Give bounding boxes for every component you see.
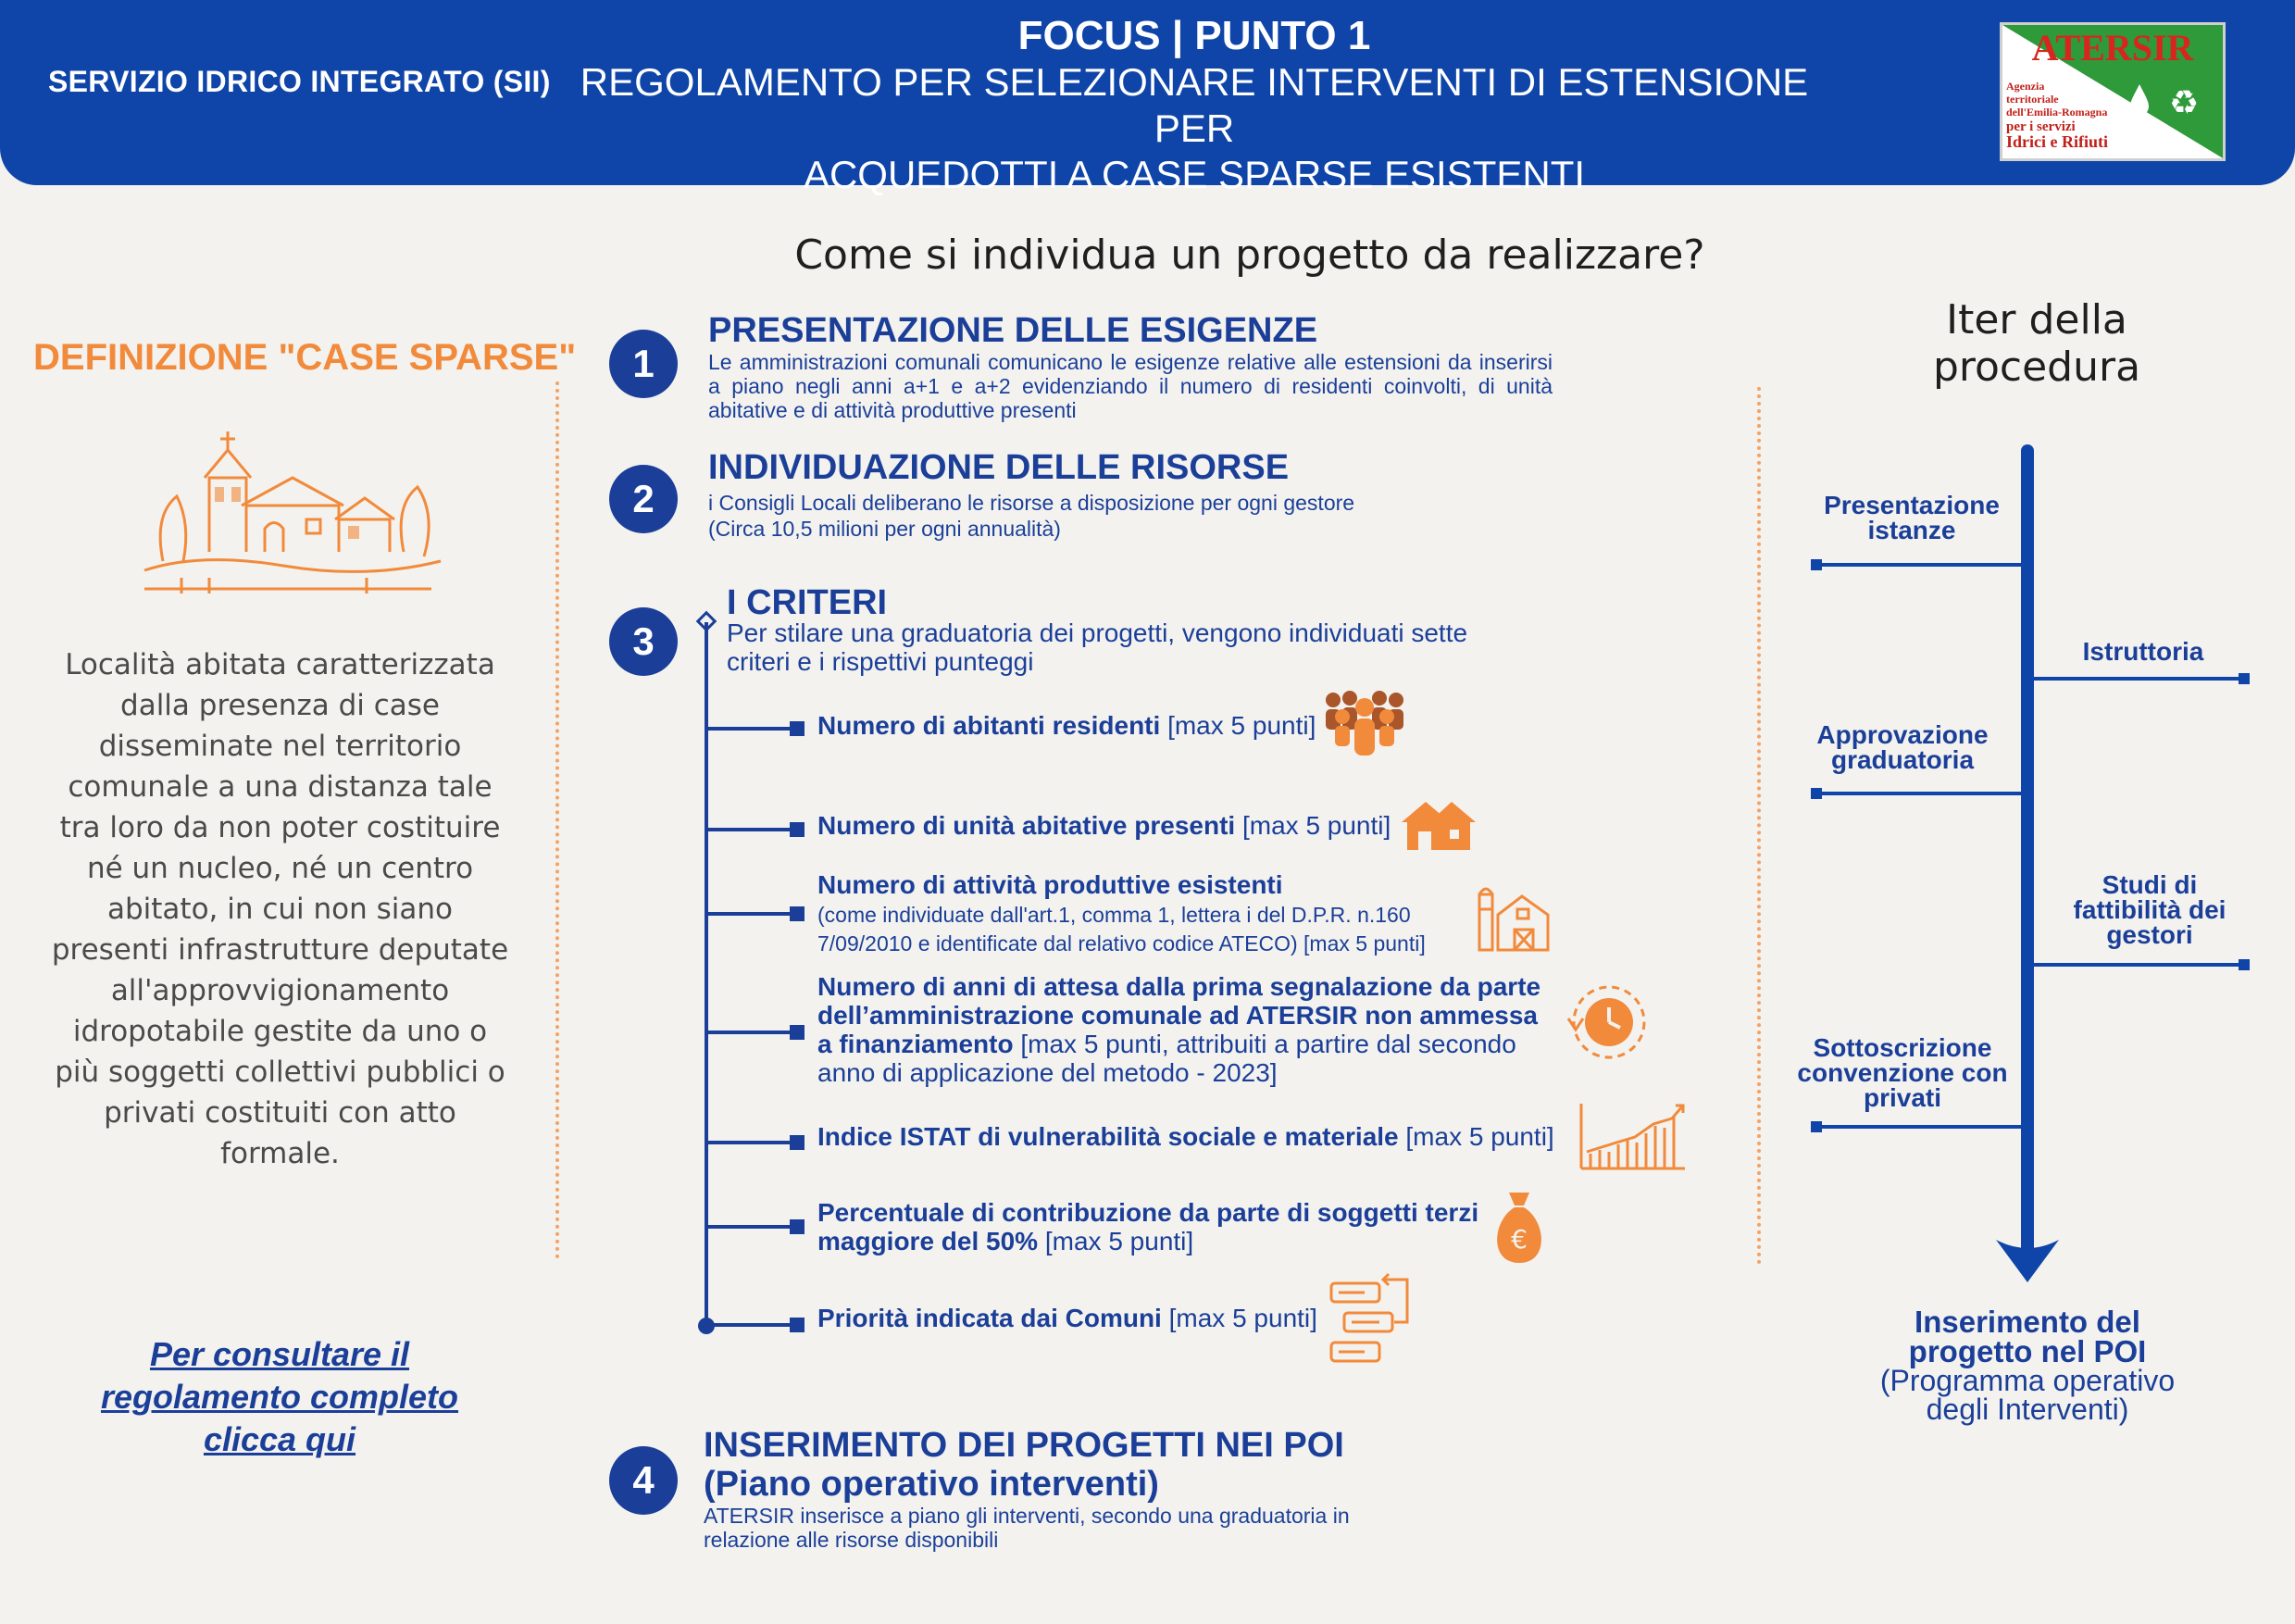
timeline-step-3: Approvazione graduatoria [1816, 720, 1989, 774]
step-2-badge: 2 [609, 465, 678, 533]
step-3-body: Per stilare una graduatoria dei progetti, vengono individuati sette criteri e i rispettivi punteggi [727, 618, 1468, 676]
criterion-2-bullet [790, 822, 804, 837]
service-label: SERVIZIO IDRICO INTEGRATO (SII) [48, 65, 551, 98]
criterion-5-bullet [790, 1135, 804, 1150]
timeline-branch-3-end [1811, 788, 1822, 799]
svg-text:€: € [1511, 1224, 1528, 1255]
main-question: Come si individua un progetto da realizzare? [794, 231, 1705, 279]
criterion-4 [817, 972, 1558, 1087]
step-1-badge: 1 [609, 330, 678, 398]
timeline-arrow-icon [1992, 1236, 2063, 1292]
timeline-branch-3 [1816, 792, 2026, 795]
people-icon [1322, 689, 1407, 767]
timeline-branch-4-end [2239, 959, 2250, 970]
criterion-6-connector [706, 1225, 792, 1229]
timeline-final-title: Inserimento del progetto nel POI [1908, 1305, 2147, 1368]
step-2-body-line-2: (Circa 10,5 milioni per ogni annualità) [708, 517, 1061, 541]
timeline-step-1: Presentazione istanze [1824, 491, 2000, 544]
timeline-branch-5-end [1811, 1121, 1822, 1132]
criterion-7-points: [max 5 punti] [1168, 1304, 1317, 1332]
criterion-1-label: Numero di abitanti residenti [817, 711, 1161, 740]
criterion-7-bullet [790, 1318, 804, 1332]
timeline-final-subtitle: (Programma operativo degli Interventi) [1879, 1364, 2176, 1426]
timeline-final [1870, 1307, 2185, 1424]
criterion-1-connector [706, 727, 792, 731]
criterion-1-bullet [790, 721, 804, 736]
step-4-body: ATERSIR inserisce a piano gli interventi, secondo una graduatoria in relazione alle risorse disponibili [704, 1504, 1350, 1552]
criterion-3-connector [706, 912, 792, 916]
money-bag-icon [1487, 1187, 1552, 1270]
svg-text:♻: ♻ [2168, 84, 2200, 122]
svg-text:Agenzia: Agenzia [2006, 80, 2045, 93]
step-4-title-line-2: (Piano operativo interventi) [704, 1465, 1159, 1504]
timeline-step-4: Studi di fattibilità dei gestori [2073, 870, 2226, 949]
criterion-6-points: [max 5 punti] [1044, 1227, 1194, 1255]
step-4-title-line-1: INSERIMENTO DEI PROGETTI NEI POI [704, 1426, 1344, 1465]
step-3-title: I CRITERI [727, 583, 888, 622]
timeline-step-5: Sottoscrizione convenzione con privati [1797, 1033, 2008, 1112]
timeline-branch-2 [2029, 677, 2244, 681]
criterion-4-points: [max 5 punti, attribuiti a partire dal secondo anno di applicazione del metodo - 2023] [817, 1030, 1516, 1087]
criterion-4-bullet [790, 1025, 804, 1040]
header-title-block [555, 13, 1833, 198]
step-4-badge: 4 [609, 1446, 678, 1515]
timeline-branch-1 [1816, 563, 2026, 567]
criterion-2 [817, 811, 1391, 840]
criterion-5-points: [max 5 punti] [1405, 1122, 1554, 1151]
criterion-7-connector [706, 1323, 792, 1327]
list-flow-icon [1328, 1272, 1413, 1368]
criterion-7 [817, 1304, 1317, 1332]
criterion-3-note: (come individuate dall'art.1, comma 1, lettera i del D.P.R. n.160 7/09/2010 e identificate dal relativo codice ATECO) [max 5 punti] [817, 903, 1426, 956]
step-3-badge: 3 [609, 607, 678, 676]
criterion-5-label: Indice ISTAT di vulnerabilità sociale e materiale [817, 1122, 1399, 1151]
timeline-step-2: Istruttoria [2082, 637, 2204, 666]
title-line-1: REGOLAMENTO PER SELEZIONARE INTERVENTI DI ESTENSIONE PER [580, 60, 1809, 150]
right-separator [1757, 387, 1761, 1265]
criterion-1-points: [max 5 punti] [1167, 711, 1316, 740]
svg-text:per i servizi: per i servizi [2006, 119, 2076, 134]
left-separator [555, 381, 559, 1259]
criterion-1 [817, 711, 1316, 740]
full-regulation-link[interactable]: Per consultare il regolamento completo clicca qui [100, 1335, 459, 1458]
criterion-7-label: Priorità indicata dai Comuni [817, 1304, 1162, 1332]
criterion-6 [817, 1198, 1503, 1255]
countryside-church-illustration [126, 413, 450, 611]
svg-text:dell'Emilia-Romagna: dell'Emilia-Romagna [2006, 106, 2108, 119]
timeline-branch-5 [1816, 1125, 2026, 1129]
criterion-3 [817, 870, 1466, 956]
step-2-title: INDIVIDUAZIONE DELLE RISORSE [708, 448, 1290, 487]
timeline-branch-2-end [2239, 673, 2250, 684]
farm-icon [1474, 878, 1553, 956]
houses-icon [1398, 794, 1478, 857]
criterion-5 [817, 1122, 1554, 1151]
timeline-branch-1-end [1811, 559, 1822, 570]
growth-chart-icon [1579, 1100, 1687, 1174]
title-line-2: ACQUEDOTTI A CASE SPARSE ESISTENTI [803, 153, 1586, 196]
step-2-body-line-1: i Consigli Locali deliberano le risorse a disposizione per ogni gestore [708, 491, 1355, 515]
svg-text:Idrici e Rifiuti: Idrici e Rifiuti [2006, 132, 2108, 151]
criterion-2-points: [max 5 punti] [1241, 811, 1391, 840]
svg-text:ATERSIR: ATERSIR [2031, 27, 2194, 69]
atersir-logo [2000, 22, 2226, 161]
criterion-4-connector [706, 1031, 792, 1034]
clock-icon [1565, 981, 1648, 1067]
timeline-branch-4 [2029, 963, 2244, 967]
timeline-line [2021, 444, 2034, 1259]
criterion-3-label: Numero di attività produttive esistenti [817, 870, 1283, 899]
criterion-3-bullet [790, 906, 804, 921]
definition-title: DEFINIZIONE "CASE SPARSE" [33, 337, 577, 378]
step-1-body: Le amministrazioni comunali comunicano le esigenze relative alle estensioni da inserirsi a piano negli anni a+1 e a+2 evidenziando il numero di residenti coinvolti, di unità abitative e di attività produttive presenti [708, 350, 1553, 422]
procedure-title: Iter della procedura [1932, 296, 2141, 391]
criterion-6-label: Percentuale di contribuzione da parte di soggetti terzi maggiore del 50% [817, 1198, 1479, 1255]
criterion-6-bullet [790, 1219, 804, 1234]
criterion-4-label: Numero di anni di attesa dalla prima segnalazione da parte dell’amministrazione comunale ad ATERSIR non ammessa a finanziamento [817, 972, 1541, 1058]
criterion-2-connector [706, 828, 792, 831]
definition-text: Località abitata caratterizzata dalla presenza di case disseminate nel territorio comunale a una distanza tale tra loro da non poter costituire né un nucleo, né un centro abitato, in cui non siano presenti infrastrutture deputate all'approvvigionamento idropotabile gestite da uno o più soggetti collettivi pubblici o privati costituiti con atto formale. [51, 648, 509, 1170]
criterion-2-label: Numero di unità abitative presenti [817, 811, 1236, 840]
svg-text:territoriale: territoriale [2006, 93, 2059, 106]
criterion-5-connector [706, 1141, 792, 1144]
focus-title: FOCUS | PUNTO 1 [1017, 13, 1371, 58]
step-1-title: PRESENTAZIONE DELLE ESIGENZE [708, 311, 1318, 350]
